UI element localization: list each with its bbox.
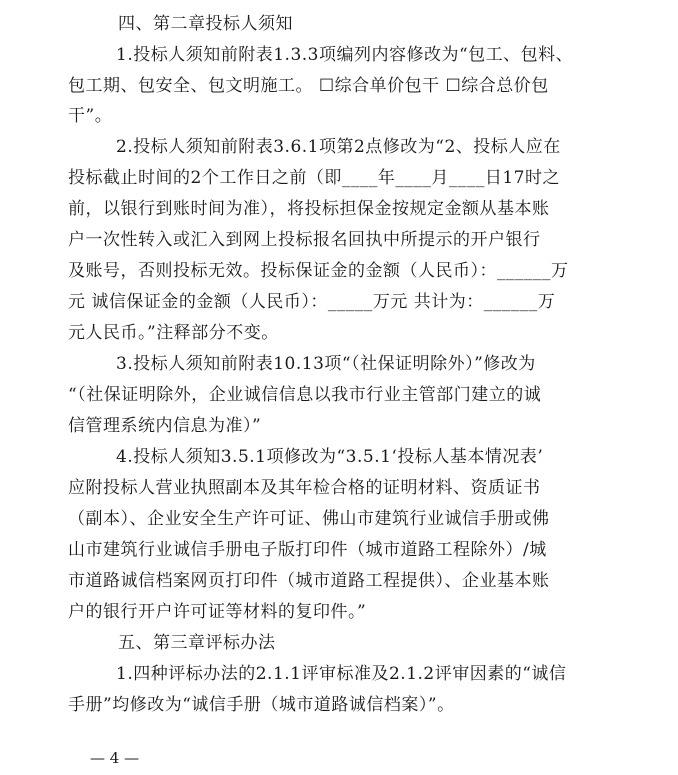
item-4-line-5: 市道路诚信档案网页打印件（城市道路工程提供）、企业基本账 <box>68 571 550 591</box>
section-heading-4: 四、第二章投标人须知 <box>118 14 293 34</box>
item-5-line-1: 1.四种评标办法的2.1.1评审标准及2.1.2评审因素的“诚信 <box>116 664 567 684</box>
item-4-line-6: 户的银行开户许可证等材料的复印件。” <box>68 602 367 622</box>
item-1-line-2: 包工期、包安全、包文明施工。 ☐综合单价包干 ☐综合总价包 <box>68 76 549 96</box>
item-2-line-5: 及账号，否则投标无效。投标保证金的金额（人民币）：______万 <box>68 261 569 281</box>
item-4-line-3: （副本）、企业安全生产许可证、佛山市建筑行业诚信手册或佛 <box>68 509 550 529</box>
item-3-line-2: “（社保证明除外，企业诚信信息以我市行业主管部门建立的诚 <box>68 385 542 405</box>
item-2-line-6: 元 诚信保证金的金额（人民币）：_____万元 共计为：______万 <box>68 292 556 312</box>
item-3-line-3: 信管理系统内信息为准）” <box>68 416 262 436</box>
item-4-line-4: 山市建筑行业诚信手册电子版打印件（城市道路工程除外）/城 <box>68 540 547 560</box>
item-2-line-7: 元人民币。”注释部分不变。 <box>68 323 279 343</box>
item-4-line-2: 应附投标人营业执照副本及其年检合格的证明材料、资质证书 <box>68 478 541 498</box>
item-1-line-3: 干”。 <box>68 106 113 126</box>
item-5-line-2: 手册”均修改为“诚信手册（城市道路诚信档案）”。 <box>68 695 455 715</box>
item-2-line-3: 前，以银行到账时间为准），将投标担保金按规定金额从基本账 <box>68 199 550 219</box>
item-2-line-2: 投标截止时间的2个工作日之前（即____年____月____日17时之 <box>68 168 560 188</box>
page-number: — 4 — <box>90 749 140 767</box>
item-4-line-1: 4.投标人须知3.5.1项修改为“3.5.1‘投标人基本情况表’ <box>116 447 544 467</box>
section-heading-5: 五、第三章评标办法 <box>118 633 276 653</box>
item-2-line-1: 2.投标人须知前附表3.6.1项第2点修改为“2、投标人应在 <box>116 137 561 157</box>
item-3-line-1: 3.投标人须知前附表10.13项“（社保证明除外）”修改为 <box>116 354 536 374</box>
item-2-line-4: 户一次性转入或汇入到网上投标报名回执中所提示的开户银行 <box>68 230 541 250</box>
item-1-line-1: 1.投标人须知前附表1.3.3项编列内容修改为“包工、包料、 <box>116 45 574 65</box>
